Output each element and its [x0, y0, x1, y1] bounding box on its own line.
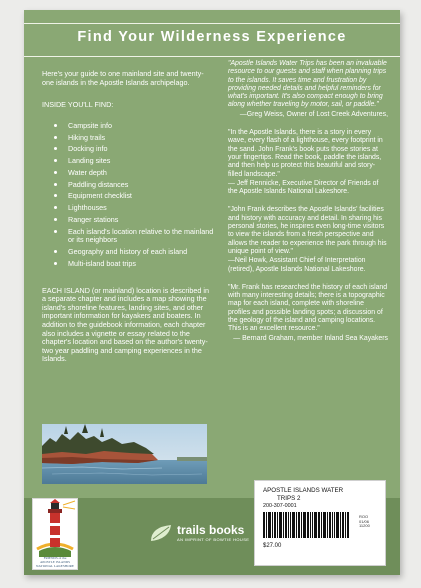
list-item: Paddling distances: [54, 181, 214, 190]
list-item: Ranger stations: [54, 216, 214, 225]
title-band: [24, 23, 400, 57]
quote-text: "Apostle Islands Water Trips has been an invaluable resource to our guests and staff when planning trips to the islands. It saves time and frustration by providing needed details and helpful reminders for what's important. It's also compact enough to bring along whether traveling by motor, sail, or paddle.": [228, 60, 387, 109]
island-photo: [42, 424, 207, 484]
bullet-icon: [54, 159, 57, 162]
bullet-icon: [54, 171, 57, 174]
quote-text: "Mr. Frank has researched the history of each island with many interesting details; there is a topographic map for each island, complete with shoreline profiles and possible landing spots; a discussion of the geology of the island and camping locations. This is an excellent resource.": [228, 283, 388, 333]
intro-text: Here's your guide to one mainland site and twenty-one islands in the Apostle Islands archipelago.: [42, 69, 204, 87]
sticker-code: 200-307-0001: [263, 503, 297, 509]
list-item: Each island's location relative to the mainland or its neighbors: [54, 228, 214, 245]
quote-block: [228, 284, 388, 343]
list-item: Geography and history of each island: [54, 248, 214, 257]
leaf-icon: [149, 523, 173, 543]
left-column: [42, 70, 214, 364]
sticker-title-line-1: APOSTLE ISLANDS WATER: [263, 487, 344, 494]
quote-block: [228, 206, 388, 273]
quote-attribution: —Neil Howk, Assistant Chief of Interpretation (retired), Apostle Islands National Lakeshore.: [228, 257, 366, 273]
quote-text: "In the Apostle Islands, there is a story in every wave, every flash of a lighthouse, every footprint in the sand. John Frank's book puts those stories at your fingertips. Read the book, paddle the islands, and then help us protect this beautiful and story-filled landscape.": [228, 129, 383, 178]
bullet-icon: [54, 218, 57, 221]
quote-block: [228, 129, 388, 196]
book-back-cover: [24, 10, 400, 575]
quote-text: "John Frank describes the Apostle Islands' facilities and history with accuracy and detail. In sharing his personal stories, he inspires even long-time visitors to view the islands from a fresh perspective and allows the reader to experience the park through his unique point of view.": [228, 206, 387, 255]
cover-title: Find Your Wilderness Experience: [77, 29, 347, 45]
friends-logo-text: FRIENDS of the APOSTLE ISLANDS NATIONAL LAKESHORE: [35, 556, 74, 568]
feature-list: [42, 122, 214, 269]
price-sticker: [254, 480, 386, 566]
island-landscape-image: [42, 424, 207, 484]
bullet-icon: [54, 194, 57, 197]
inside-heading: INSIDE YOU'LL FIND:: [42, 100, 114, 110]
bullet-icon: [54, 250, 57, 253]
bullet-icon: [54, 147, 57, 150]
sticker-title-line-2: TRIPS 2: [277, 495, 301, 502]
quote-attribution: — Bernard Graham, member Inland Sea Kayakers: [233, 334, 388, 342]
list-item: Lighthouses: [54, 204, 214, 213]
quote-block: [228, 60, 388, 119]
bullet-icon: [54, 124, 57, 127]
friends-logo: [32, 498, 78, 570]
list-item: Campsite info: [54, 122, 214, 131]
lighthouse-icon: [33, 499, 77, 557]
barcode-icon: [263, 512, 349, 538]
list-item: Hiking trails: [54, 134, 214, 143]
bottom-bar: [24, 487, 400, 575]
quote-attribution: — Jeff Rennicke, Executive Director of Friends of the Apostle Islands National Lakeshore.: [228, 179, 379, 196]
list-item: Landing sites: [54, 157, 214, 166]
sticker-sku: ROO 01/06 11200: [359, 514, 370, 529]
publisher-tagline: AN IMPRINT OF BOWTIE HOUSE: [177, 537, 250, 542]
list-item: Multi-island boat trips: [54, 260, 214, 269]
publisher-name: trails books: [177, 523, 245, 537]
bullet-icon: [54, 262, 57, 265]
bullet-icon: [54, 206, 57, 209]
list-item: Equipment checklist: [54, 192, 214, 201]
list-item: Docking info: [54, 145, 214, 154]
list-item: Water depth: [54, 169, 214, 178]
bullet-icon: [54, 230, 57, 233]
bullet-icon: [54, 136, 57, 139]
right-column: [228, 60, 388, 353]
sticker-price: $27.00: [263, 543, 282, 549]
each-island-text: EACH ISLAND (or mainland) location is described in a separate chapter and includes a map showing the island's shoreline features, landing sites, and other important information for kayakers and boaters. In addition to the guidebook information, each chapter also includes a vignette or essay related to the chapter's location and based on the author's twenty-two year paddling and camping experiences in the Islands.: [42, 285, 209, 364]
quote-attribution: —Greg Weiss, Owner of Lost Creek Adventures,: [239, 110, 388, 118]
bullet-icon: [54, 183, 57, 186]
